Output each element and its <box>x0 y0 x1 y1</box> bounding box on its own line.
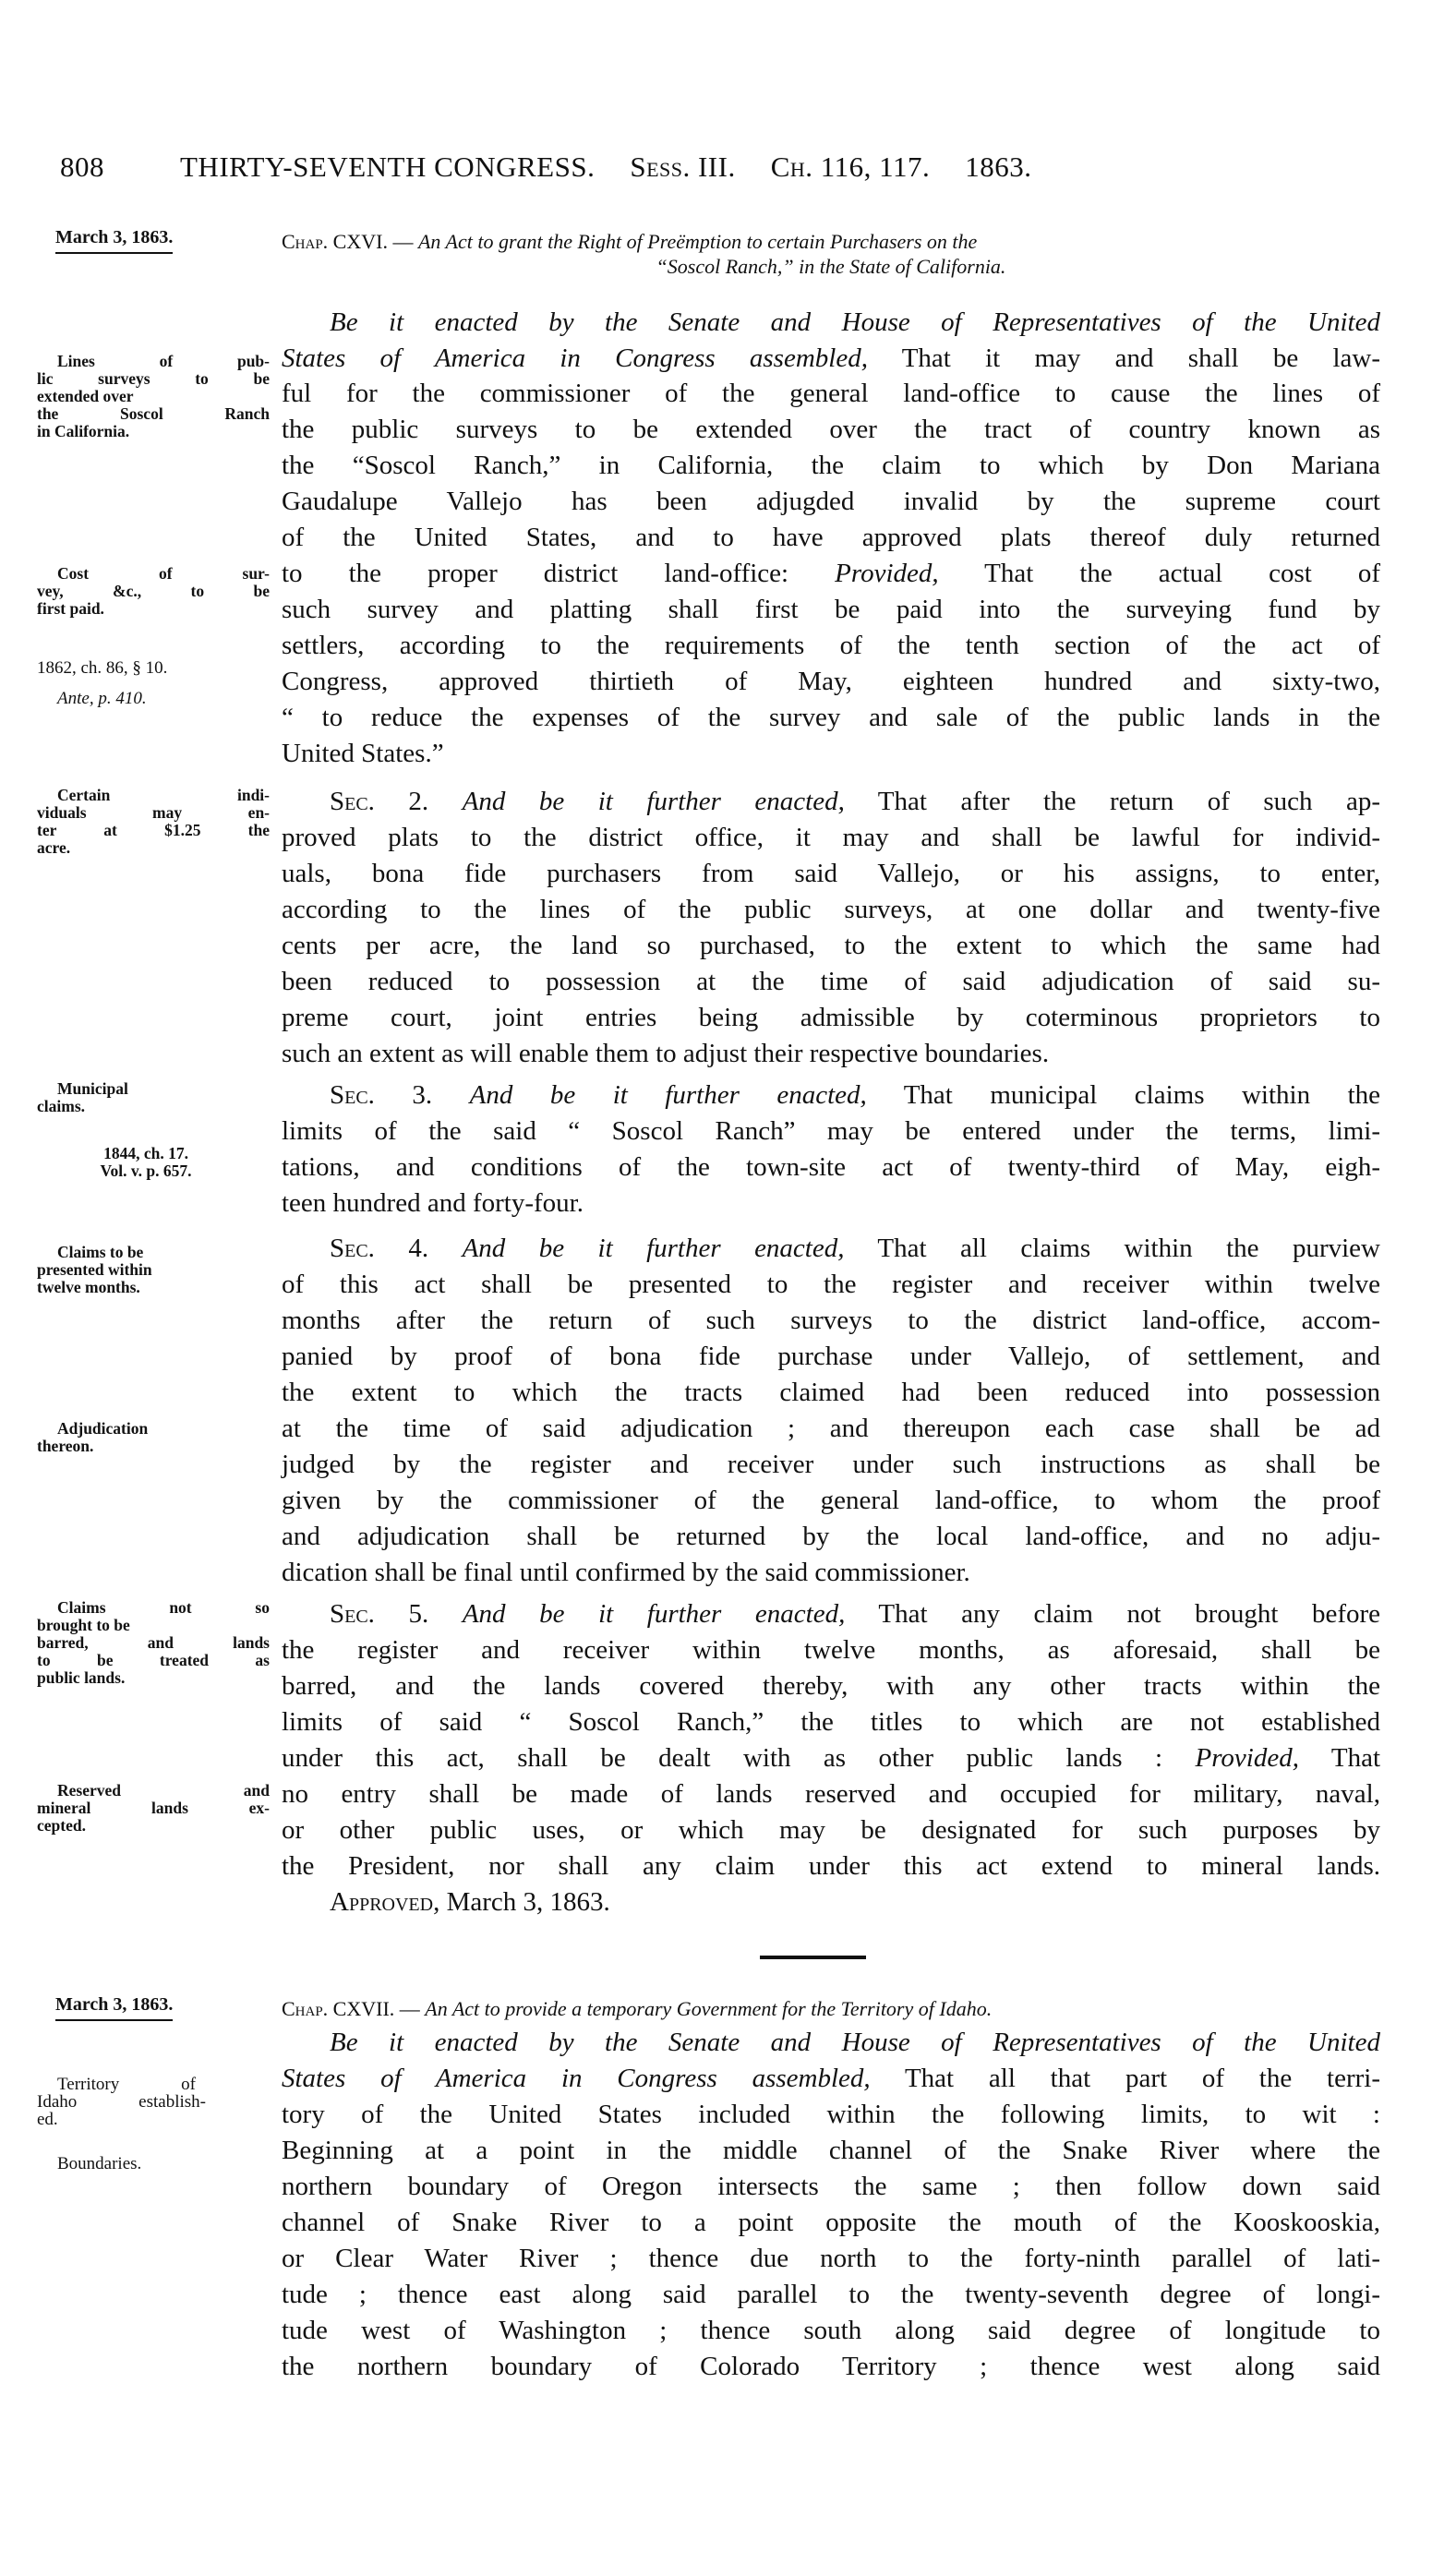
body-line: given by the commissioner of the general land-office, to whom the proof <box>282 1486 1380 1515</box>
body-line: the public surveys to be extended over the tract of country known as <box>282 415 1380 444</box>
body-line: proved plats to the district office, it may and shall be lawful for individ- <box>282 823 1380 852</box>
body-line: Beginning at a point in the middle channel of the Snake River where the <box>282 2136 1380 2165</box>
body-line: northern boundary of Oregon intersects the same ; then follow down said <box>282 2172 1380 2201</box>
margin-note-claims-barred: Claims not so brought to be barred, and lands to be treated as public lands. <box>37 1598 270 1687</box>
body-line: “ to reduce the expenses of the survey and sale of the public lands in the <box>282 703 1380 732</box>
session-label: Sess. III. <box>630 150 736 183</box>
body-line: tations, and conditions of the town-site act of twenty-third of May, eigh- <box>282 1152 1380 1182</box>
body-line: or other public uses, or which may be designated for such purposes by <box>282 1815 1380 1845</box>
body-line: Gaudalupe Vallejo has been adjugded invalid by the supreme court <box>282 487 1380 516</box>
body-line: panied by proof of bona fide purchase under Vallejo, of settlement, and <box>282 1342 1380 1371</box>
body-line: tory of the United States included within the following limits, to wit : <box>282 2100 1380 2129</box>
body-line: cents per acre, the land so purchased, to the extent to which the same had <box>282 931 1380 960</box>
chapter-117-title-text: An Act to provide a temporary Government for the Territory of Idaho. <box>425 1997 993 2020</box>
margin-note-citation-1862: 1862, ch. 86, § 10. <box>37 658 168 678</box>
body-line: the extent to which the tracts claimed had been reduced into possession <box>282 1378 1380 1407</box>
body-line: tude west of Washington ; thence south along said degree of longitude to <box>282 2316 1380 2345</box>
body-line: tude ; thence east along said parallel to the twenty-seventh degree of longi- <box>282 2280 1380 2309</box>
section-2-heading: Sec. 2. And be it further enacted, That after the return of such ap- <box>330 787 1381 816</box>
body-line: been reduced to possession at the time of said adjudication of said su- <box>282 967 1380 996</box>
congress-title: THIRTY-SEVENTH CONGRESS. <box>180 150 596 183</box>
section-3-heading: Sec. 3. And be it further enacted, That municipal claims within the <box>330 1080 1381 1110</box>
chapter-116-date: March 3, 1863. <box>55 227 173 254</box>
body-line: United States.” <box>282 739 444 768</box>
chapter-117-title <box>282 1996 1380 2021</box>
body-line: Congress, approved thirtieth of May, eighteen hundred and sixty-two, <box>282 667 1380 696</box>
enacting-clause-116-line2: States of America in Congress assembled, That it may and shall be law- <box>282 343 1380 373</box>
body-line: channel of Snake River to a point opposite the mouth of the Kooskooskia, <box>282 2208 1380 2237</box>
body-line: such survey and platting shall first be paid into the surveying fund by <box>282 595 1380 624</box>
margin-note-citation-1844: 1844, ch. 17. Vol. v. p. 657. <box>100 1144 192 1180</box>
body-line: according to the lines of the public surveys, at one dollar and twenty-five <box>282 895 1380 924</box>
chapter-116-label: Chap. CXVI. — <box>282 230 414 253</box>
enacting-clause-116-line1: Be it enacted by the Senate and House of Representatives of the United <box>330 307 1380 337</box>
chapter-117-date: March 3, 1863. <box>55 1994 173 2021</box>
chapter-116-title <box>282 229 1380 279</box>
body-line: the “Soscol Ranch,” in California, the claim to which by Don Mariana <box>282 451 1380 480</box>
body-line: ful for the commissioner of the general land-office to cause the lines of <box>282 379 1380 408</box>
body-line: limits of the said “ Soscol Ranch” may be entered under the terms, limi- <box>282 1116 1380 1146</box>
body-line: limits of said “ Soscol Ranch,” the titles to which are not established <box>282 1707 1380 1737</box>
body-line: uals, bona fide purchasers from said Vallejo, or his assigns, to enter, <box>282 859 1380 888</box>
running-header <box>60 150 1390 184</box>
body-line: or Clear Water River ; thence due north to the forty-ninth parallel of lati- <box>282 2244 1380 2273</box>
margin-note-certain-individuals: Certain indi- viduals may en- ter at $1.25 the acre. <box>37 786 270 857</box>
margin-note-municipal-claims: Municipal claims. <box>37 1079 128 1115</box>
body-line: such an extent as will enable them to adjust their respective boundaries. <box>282 1039 1050 1068</box>
header-year: 1863. <box>965 150 1032 183</box>
margin-note-ante: Ante, p. 410. <box>57 689 147 708</box>
margin-note-claims-presented: Claims to be presented within twelve months. <box>37 1243 152 1296</box>
chapter-116-title-line2: “Soscol Ranch,” in the State of California. <box>656 255 1006 278</box>
body-line: at the time of said adjudication ; and thereupon each case shall be ad <box>282 1414 1380 1443</box>
chapter-range: Ch. 116, 117. <box>770 150 931 183</box>
body-line: preme court, joint entries being admissible by coterminous proprietors to <box>282 1003 1380 1032</box>
body-line: of the United States, and to have approved plats thereof duly returned <box>282 523 1380 552</box>
chapter-117-label: Chap. CXVII. — <box>282 1997 420 2020</box>
approved-line: Approved, March 3, 1863. <box>330 1887 610 1917</box>
body-line: dication shall be final until confirmed by the said commissioner. <box>282 1558 970 1587</box>
margin-note-boundaries: Boundaries. <box>57 2154 142 2173</box>
page-number: 808 <box>60 150 104 183</box>
body-line: months after the return of such surveys to the district land-office, accom- <box>282 1306 1380 1335</box>
body-line: the northern boundary of Colorado Territory ; thence west along said <box>282 2352 1380 2381</box>
body-line: settlers, according to the requirements of the tenth section of the act of <box>282 631 1380 660</box>
body-line: teen hundred and forty-four. <box>282 1188 584 1218</box>
margin-note-reserved-mineral: Reserved and mineral lands ex- cepted. <box>37 1781 270 1835</box>
margin-note-lines-of-surveys: Lines of pub- lic surveys to be extended over the Soscol Ranch in California. <box>37 352 270 440</box>
body-line: no entry shall be made of lands reserved and occupied for military, naval, <box>282 1779 1380 1809</box>
section-5-heading: Sec. 5. And be it further enacted, That any claim not brought before <box>330 1599 1381 1629</box>
margin-note-adjudication: Adjudication thereon. <box>37 1419 149 1455</box>
body-line: of this act shall be presented to the register and receiver within twelve <box>282 1270 1380 1299</box>
chapter-separator-rule <box>760 1956 866 1959</box>
chapter-116-title-line1: An Act to grant the Right of Preëmption to certain Purchasers on the <box>417 230 978 253</box>
margin-note-territory-of-idaho: Territory of Idaho establish- ed. <box>37 2075 206 2129</box>
body-line: the President, nor shall any claim under this act extend to mineral lands. <box>282 1851 1380 1881</box>
body-line: barred, and the lands covered thereby, with any other tracts within the <box>282 1671 1380 1701</box>
body-line-provided: to the proper district land-office: Provided, That the actual cost of <box>282 559 1380 588</box>
body-line: the register and receiver within twelve months, as aforesaid, shall be <box>282 1635 1380 1665</box>
body-line: and adjudication shall be returned by the local land-office, and no adju- <box>282 1522 1380 1551</box>
section-4-heading: Sec. 4. And be it further enacted, That all claims within the purview <box>330 1234 1380 1263</box>
enacting-clause-117-line2: States of America in Congress assembled, That all that part of the terri- <box>282 2064 1380 2093</box>
body-line: judged by the register and receiver under such instructions as shall be <box>282 1450 1380 1479</box>
enacting-clause-117-line1: Be it enacted by the Senate and House of Representatives of the United <box>330 2028 1380 2057</box>
body-line-provided: under this act, shall be dealt with as other public lands : Provided, That <box>282 1743 1380 1773</box>
margin-note-cost-of-survey: Cost of sur- vey, &c., to be first paid. <box>37 564 270 618</box>
